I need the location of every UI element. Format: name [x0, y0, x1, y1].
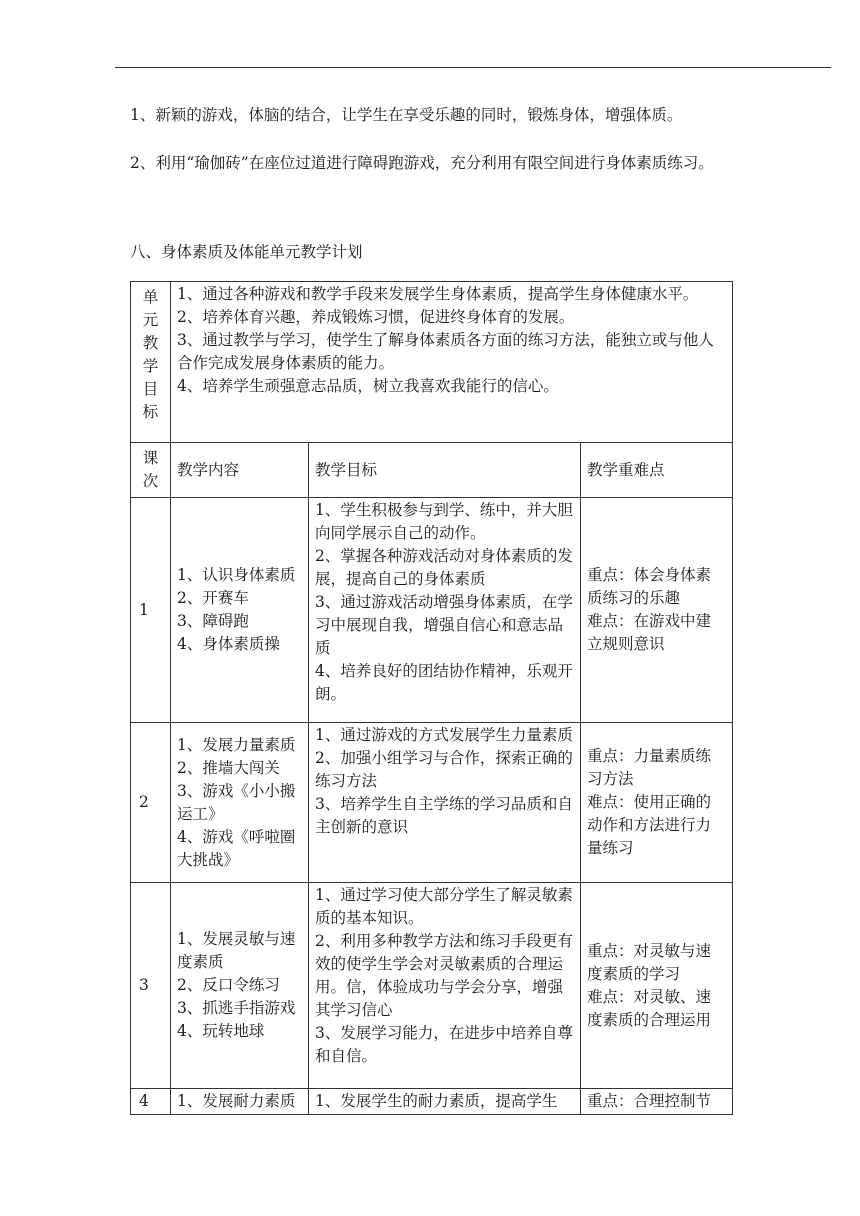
- objective-line: 1、通过游戏的方式发展学生力量素质: [315, 726, 573, 744]
- content-line: 4、身体素质操: [177, 635, 280, 653]
- unit-goal-line: 4、培养学生顽强意志品质，树立我喜欢我能行的信心。: [177, 377, 559, 395]
- objective-line: 2、利用多种教学方法和练习手段更有效的使学生学会对灵敏素质的合理运用。信，体验成功与学会分享，增强其学习信心: [315, 932, 573, 1019]
- content-line: 3、抓逃手指游戏: [177, 999, 296, 1017]
- label-char: 次: [142, 472, 159, 490]
- unit-goal-line: 3、通过教学与学习，使学生了解身体素质各方面的练习方法，能独立或与他人合作完成发展身体素质的能力。: [177, 331, 714, 372]
- key-points-cell: [581, 498, 733, 723]
- objective-line: 2、掌握各种游戏活动对身体素质的发展，提高自己的身体素质: [315, 547, 573, 588]
- label-char: 课: [142, 449, 159, 467]
- content-line: 3、障碍跑: [177, 612, 249, 630]
- header-content: 教学内容: [171, 443, 309, 498]
- objective-line: 3、培养学生自主学练的学习品质和自主创新的意识: [315, 795, 573, 836]
- header-key-points: 教学重难点: [581, 443, 733, 498]
- section-heading: 八、身体素质及体能单元教学计划: [130, 243, 363, 261]
- content-line: 1、发展耐力素质: [177, 1092, 296, 1110]
- content-cell: [171, 883, 309, 1089]
- content-line: 1、认识身体素质: [177, 566, 296, 584]
- objective-cell: [309, 723, 581, 883]
- header-lesson: [131, 443, 171, 498]
- lesson-number: 1: [131, 498, 171, 723]
- unit-goal-line: 2、培养体育兴趣，养成锻炼习惯，促进终身体育的发展。: [177, 308, 575, 326]
- unit-goal-line: 1、通过各种游戏和教学手段来发展学生身体素质，提高学生身体健康水平。: [177, 285, 699, 303]
- objective-line: 4、培养良好的团结协作精神，乐观开朗。: [315, 662, 573, 703]
- content-cell: [171, 723, 309, 883]
- unit-goal-label: [131, 282, 171, 443]
- key-points-cell: [581, 723, 733, 883]
- objective-line: 2、加强小组学习与合作，探索正确的练习方法: [315, 749, 573, 790]
- key-points-cell: [581, 1089, 733, 1115]
- unit-plan-table: [130, 281, 733, 1115]
- lesson-number: 2: [131, 723, 171, 883]
- lesson-number: 4: [131, 1089, 171, 1115]
- key-point-line: 重点：对灵敏与速度素质的学习: [587, 941, 712, 983]
- objective-line: 3、发展学习能力，在进步中培养自尊和自信。: [315, 1024, 573, 1065]
- content-line: 2、反口令练习: [177, 976, 280, 994]
- label-char: 单: [142, 288, 159, 306]
- key-point-line: 重点：合理控制节: [587, 1092, 712, 1110]
- lesson-number: 3: [131, 883, 171, 1089]
- table-header-row: [131, 443, 733, 498]
- objective-line: 3、通过游戏活动增强身体素质，在学习中展现自我，增强自信心和意志品质: [315, 593, 573, 657]
- table-row: [131, 883, 733, 1089]
- header-objective: 教学目标: [309, 443, 581, 498]
- key-point-line: 重点：力量素质练习方法: [587, 747, 712, 788]
- objective-cell: [309, 883, 581, 1089]
- key-point-line: 重点：体会身体素质练习的乐趣: [587, 566, 712, 607]
- content-line: 3、游戏《小小搬运工》: [177, 781, 296, 823]
- header-rule: [115, 67, 831, 68]
- objective-line: 1、通过学习使大部分学生了解灵敏素质的基本知识。: [315, 886, 573, 927]
- key-point-line: 难点：在游戏中建立规则意识: [587, 612, 712, 653]
- content-line: 4、玩转地球: [177, 1022, 265, 1040]
- intro-paragraph-1: 1、新颖的游戏，体脑的结合，让学生在享受乐趣的同时，锻炼身体，增强体质。: [130, 106, 683, 124]
- content-cell: [171, 498, 309, 723]
- key-point-line: 难点：使用正确的动作和方法进行力量练习: [587, 793, 712, 857]
- objective-cell: [309, 498, 581, 723]
- label-char: 标: [142, 403, 159, 421]
- table-row: [131, 1089, 733, 1115]
- content-line: 2、推墙大闯关: [177, 758, 280, 777]
- table-row: [131, 723, 733, 883]
- label-char: 学: [142, 357, 159, 375]
- content-line: 1、发展力量素质: [177, 735, 296, 754]
- table-row: [131, 498, 733, 723]
- content-line: 2、开赛车: [177, 589, 249, 607]
- unit-goal-text: [171, 282, 733, 443]
- label-char: 元: [142, 311, 159, 329]
- content-cell: [171, 1089, 309, 1115]
- content-line: 4、游戏《呼啦圈大挑战》: [177, 827, 296, 869]
- unit-goal-row: [131, 282, 733, 443]
- intro-paragraph-2: 2、利用“瑜伽砖”在座位过道进行障碍跑游戏，充分利用有限空间进行身体素质练习。: [130, 154, 714, 172]
- objective-cell: [309, 1089, 581, 1115]
- label-char: 目: [142, 380, 159, 398]
- key-point-line: 难点：对灵敏、速度素质的合理运用: [587, 987, 712, 1029]
- objective-line: 1、学生积极参与到学、练中，并大胆向同学展示自己的动作。: [315, 501, 573, 542]
- content-line: 1、发展灵敏与速度素质: [177, 930, 296, 971]
- label-char: 教: [142, 334, 159, 352]
- objective-line: 1、发展学生的耐力素质，提高学生: [315, 1092, 558, 1110]
- key-points-cell: [581, 883, 733, 1089]
